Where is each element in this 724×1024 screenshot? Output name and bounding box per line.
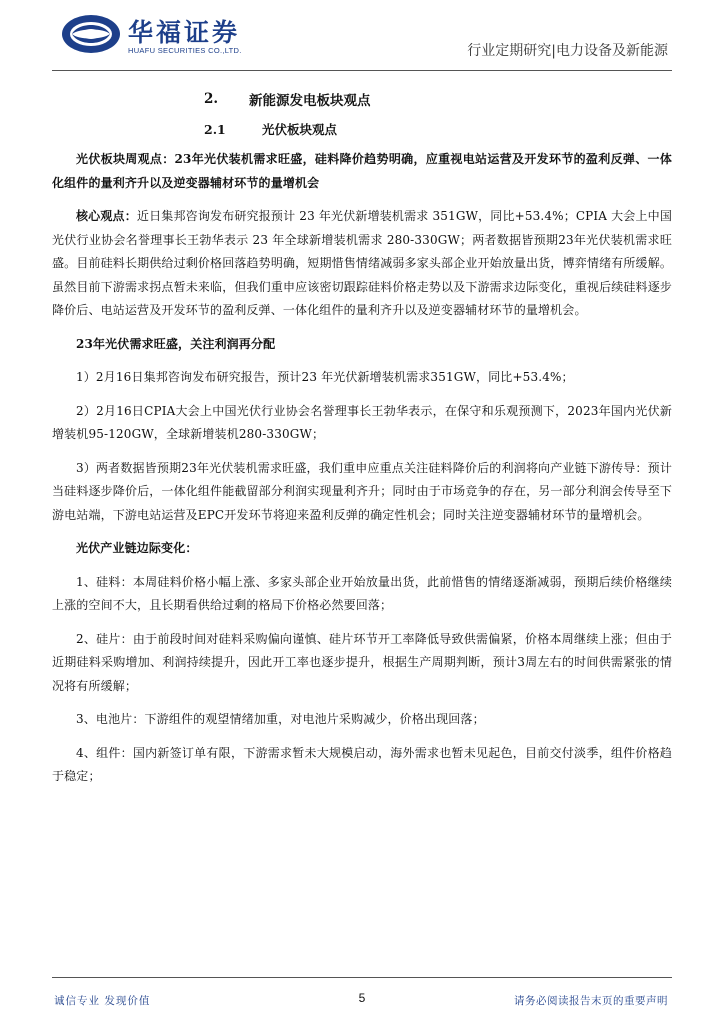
subsection-number: 2.1	[204, 121, 226, 137]
demand-point-2: 2）2月16日CPIA大会上中国光伏行业协会名誉理事长王勃华表示，在保守和乐观预测下，2023年国内光伏新增装机95-120GW，全球新增装机280-330GW；	[52, 403, 672, 441]
report-type: 行业定期研究|电力设备及新能源	[467, 43, 668, 59]
chain-point-2: 2、硅片：由于前段时间对硅料采购偏向谨慎、硅片环节开工率降低导致供需偏紧，价格本周继续上涨；但由于近期硅料采购增加、利润持续提升，因此开工率也逐步提升，根据生产周期判断，预计3周左右的时间供需紧张的情况将有所缓解；	[52, 631, 672, 693]
chain-point-1: 1、硅料：本周硅料价格小幅上涨、多家头部企业开始放量出货，此前惜售的情绪逐渐减弱，预期后续价格继续上涨的空间不大，且长期看供给过剩的格局下价格必然要回落；	[52, 574, 672, 612]
weekly-view-paragraph: 光伏板块周观点：23年光伏装机需求旺盛，硅料降价趋势明确，应重视电站运营及开发环节的盈利反弹、一体化组件的量利齐升以及逆变器辅材环节的量增机会	[52, 152, 672, 190]
page-header	[0, 0, 724, 72]
core-view-body: 近日集邦咨询发布研究报预计 23 年光伏新增装机需求 351GW，同比+53.4%；CPIA 大会上中国光伏行业协会名誉理事长王勃华表示 23 年全球新增装机需求 280-330GW；两者数据皆预期23年光伏装机需求旺盛。目前硅料长期供给过剩价格回落趋势明确，短期惜售情绪减弱多家头部企业开始放量出货，博弈情绪有所缓解。虽然目前下游需求拐点暂未来临，但我们重申应该密切跟踪硅料价格走势以及下游需求边际变化，重视后续硅料逐步降价后、电站运营及开发环节的盈利反弹、一体化组件的量利齐升以及逆变器辅材环节的量增机会。	[52, 209, 672, 317]
footer-disclaimer: 请务必阅读报告末页的重要声明	[514, 995, 668, 1007]
page-number: 5	[358, 991, 366, 1005]
demand-heading: 23年光伏需求旺盛，关注利润再分配	[76, 336, 276, 351]
chain-point-4: 4、组件：国内新签订单有限，下游需求暂未大规模启动，海外需求也暂未见起色，目前交付淡季，组件价格趋于稳定；	[52, 745, 672, 783]
section-heading	[52, 90, 672, 108]
section-number: 2.	[204, 91, 219, 107]
header-divider	[52, 70, 672, 71]
demand-point-1: 1）2月16日集邦咨询发布研究报告，预计23 年光伏新增装机需求351GW，同比+53.4%；	[76, 370, 574, 384]
footer-slogan: 诚信专业 发现价值	[54, 995, 151, 1007]
subsection-heading	[52, 120, 672, 138]
chain-heading: 光伏产业链边际变化：	[76, 541, 198, 555]
huafu-logo	[60, 12, 300, 62]
logo-english-name: HUAFU SECURITIES CO.,LTD.	[128, 46, 242, 55]
huafu-logo-icon	[60, 12, 122, 56]
logo-chinese-name: 华福证券	[128, 18, 241, 47]
report-content	[52, 84, 672, 799]
footer-divider	[52, 977, 672, 978]
section-title: 新能源发电板块观点	[249, 93, 371, 109]
core-view-label: 核心观点：	[76, 209, 137, 223]
demand-point-3: 3）两者数据皆预期23年光伏装机需求旺盛，我们重申应重点关注硅料降价后的利润将向产业链下游传导：预计当硅料逐步降价后，一体化组件能截留部分利润实现量利齐升；同时由于市场竞争的存在，另一部分利润会传导至下游电站端，下游电站运营及EPC开发环节将迎来盈利反弹的确定性机会；同时关注逆变器辅材环节的量增机会。	[52, 460, 672, 522]
subsection-title: 光伏板块观点	[262, 122, 338, 137]
chain-point-3: 3、电池片：下游组件的观望情绪加重，对电池片采购减少，价格出现回落；	[76, 712, 485, 726]
core-view-paragraph	[52, 205, 672, 323]
